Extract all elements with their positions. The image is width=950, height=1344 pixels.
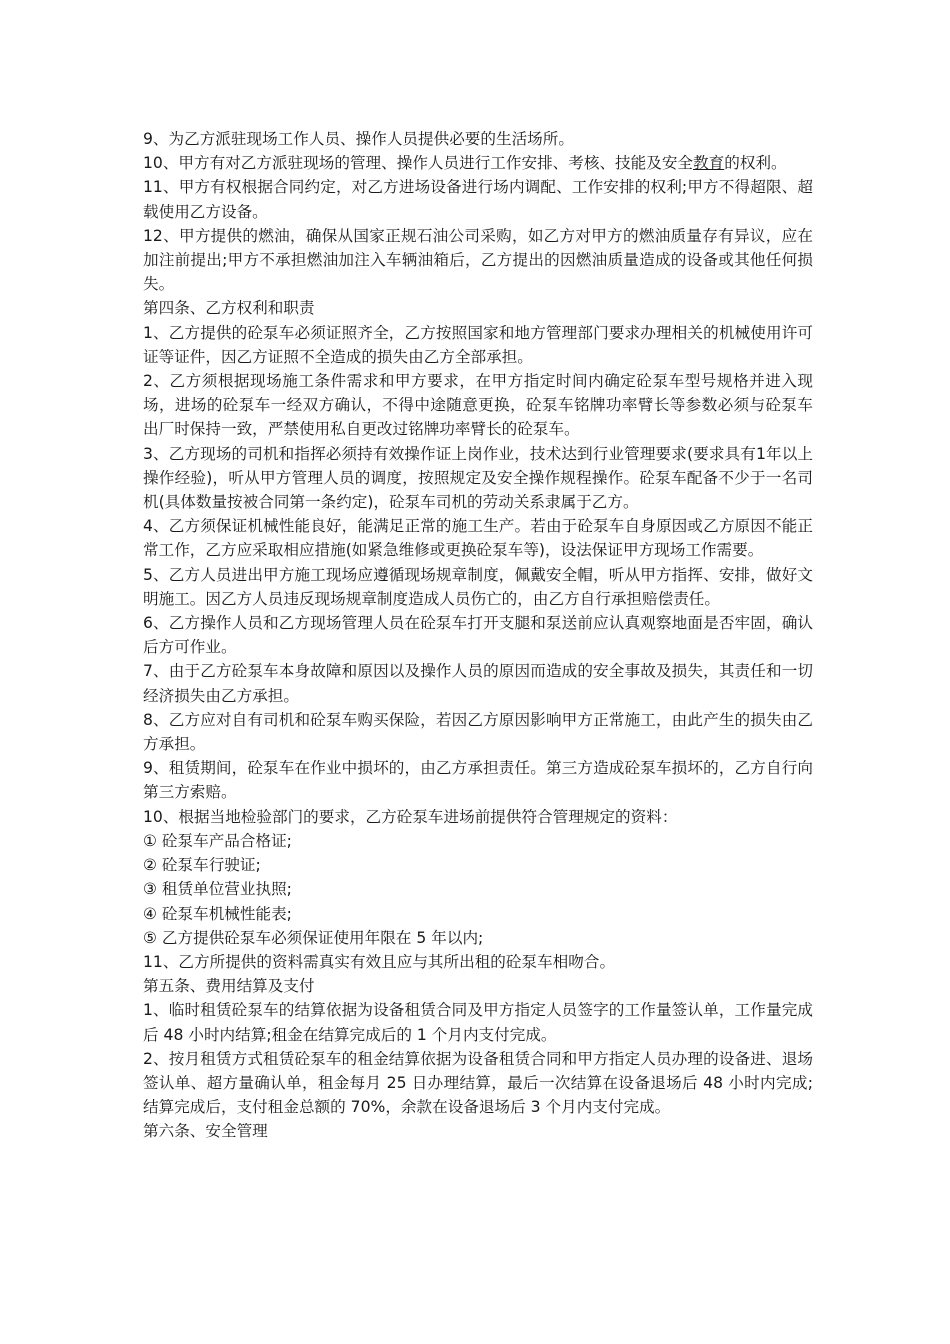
clause-3-12: 12、甲方提供的燃油，确保从国家正规石油公司采购，如乙方对甲方的燃油质量存有异议，应在加注前提出;甲方不承担燃油加注入车辆油箱后，乙方提出的因燃油质量造成的设备或其他任何损失。: [143, 226, 813, 294]
section-heading-4: 第四条、乙方权利和职责: [143, 299, 315, 318]
clause-4-7: 7、由于乙方砼泵车本身故障和原因以及操作人员的原因而造成的安全事故及损失，其责任和一切经济损失由乙方承担。: [143, 662, 813, 705]
section-heading-5: 第五条、费用结算及支付: [143, 977, 315, 996]
clause-4-3: 3、乙方现场的司机和指挥必须持有效操作证上岗作业，技术达到行业管理要求(要求具有1年以上操作经验)，听从甲方管理人员的调度，按照规定及安全操作规程操作。砼泵车配备不少于一名司机(具体数量按被合同第一条约定)，砼泵车司机的劳动关系隶属于乙方。: [143, 444, 813, 512]
clause-4-5: 5、乙方人员进出甲方施工现场应遵循现场规章制度，佩戴安全帽，听从甲方指挥、安排，做好文明施工。因乙方人员违反现场规章制度造成人员伤亡的，由乙方自行承担赔偿责任。: [143, 565, 813, 608]
clause-4-1: 1、乙方提供的砼泵车必须证照齐全，乙方按照国家和地方管理部门要求办理相关的机械使用许可证等证件，因乙方证照不全造成的损失由乙方全部承担。: [143, 323, 813, 366]
clause-4-8: 8、乙方应对自有司机和砼泵车购买保险，若因乙方原因影响甲方正常施工，由此产生的损失由乙方承担。: [143, 710, 813, 754]
underlined-term: 教育: [693, 154, 725, 173]
list-item: ② 砼泵车行驶证;: [143, 856, 261, 875]
clause-3-11: 11、甲方有权根据合同约定，对乙方进场设备进行场内调配、工作安排的权利;甲方不得超限、超载使用乙方设备。: [143, 178, 813, 221]
clause-5-2: 2、按月租赁方式租赁砼泵车的租金结算依据为设备租赁合同和甲方指定人员办理的设备进、退场签认单、超方量确认单，租金每月 25 日办理结算，最后一次结算在设备退场后 48 小时内完成;结算完成后，支付租金总额的 70%，余款在设备退场后 3 个月内支付完成。: [143, 1049, 813, 1117]
list-item: ④ 砼泵车机械性能表;: [143, 904, 292, 923]
clause-4-10: 10、根据当地检验部门的要求，乙方砼泵车进场前提供符合管理规定的资料：: [143, 807, 678, 826]
clause-4-11: 11、乙方所提供的资料需真实有效且应与其所出租的砼泵车相吻合。: [143, 952, 616, 971]
document-body: [143, 127, 813, 1144]
clause-4-2: 2、乙方须根据现场施工条件需求和甲方要求，在甲方指定时间内确定砼泵车型号规格并进入现场，进场的砼泵车一经双方确认，不得中途随意更换，砼泵车铭牌功率臂长等参数必须与砼泵车出厂时保持一致，严禁使用私自更改过铭牌功率臂长的砼泵车。: [143, 372, 813, 439]
list-item: ③ 租赁单位营业执照;: [143, 880, 292, 899]
clause-5-1: 1、临时租赁砼泵车的结算依据为设备租赁合同及甲方指定人员签字的工作量签认单，工作量完成后 48 小时内结算;租金在结算完成后的 1 个月内支付完成。: [143, 1001, 813, 1044]
section-heading-6: 第六条、安全管理: [143, 1122, 268, 1141]
clause-3-9: 9、为乙方派驻现场工作人员、操作人员提供必要的生活场所。: [143, 130, 574, 148]
clause-3-10: 10、甲方有对乙方派驻现场的管理、操作人员进行工作安排、考核、技能及安全教育的权利。: [143, 154, 787, 173]
list-item: ⑤ 乙方提供砼泵车必须保证使用年限在 5 年以内;: [143, 928, 484, 947]
list-item: ① 砼泵车产品合格证;: [143, 831, 292, 850]
clause-4-4: 4、乙方须保证机械性能良好，能满足正常的施工生产。若由于砼泵车自身原因或乙方原因不能正常工作，乙方应采取相应措施(如紧急维修或更换砼泵车等)，设法保证甲方现场工作需要。: [143, 517, 813, 560]
clause-4-9: 9、租赁期间，砼泵车在作业中损坏的，由乙方承担责任。第三方造成砼泵车损坏的，乙方自行向第三方索赔。: [143, 759, 813, 802]
clause-4-6: 6、乙方操作人员和乙方现场管理人员在砼泵车打开支腿和泵送前应认真观察地面是否牢固，确认后方可作业。: [143, 614, 813, 657]
